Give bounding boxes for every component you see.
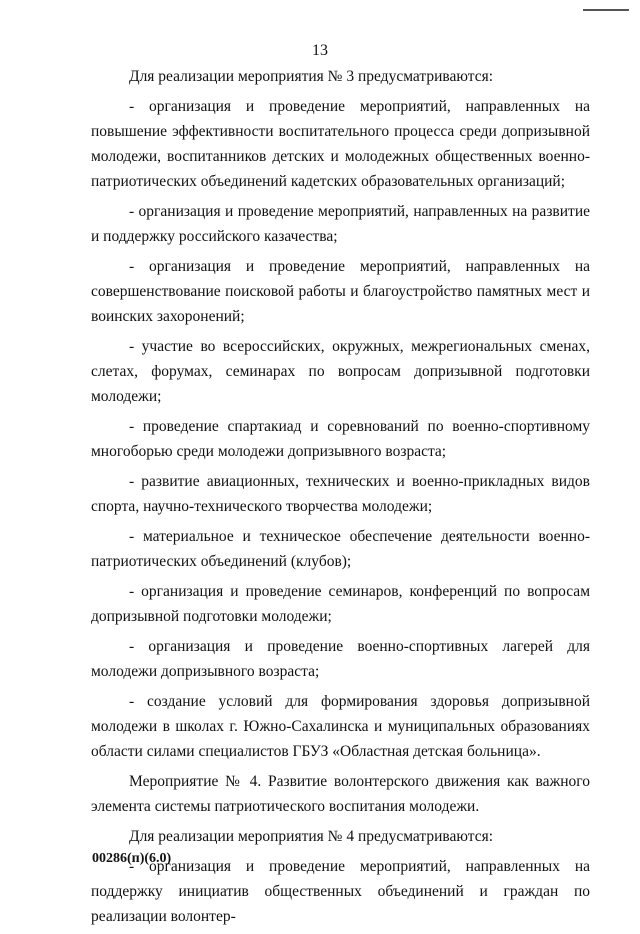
scan-mark [583, 9, 629, 11]
paragraph-item-camps: - организация и проведение военно-спортивных лагерей для молодежи допризывного возраста; [91, 638, 590, 680]
paragraph-item-aviation-sports: - развитие авиационных, технических и военно-прикладных видов спорта, научно-технического творчества молодежи; [91, 473, 590, 515]
paragraph-measure-4-intro: Для реализации мероприятия № 4 предусматриваются: [129, 828, 494, 845]
paragraph-item-seminars: - организация и проведение семинаров, конференций по вопросам допризывной подготовки молодежи; [91, 583, 590, 625]
paragraph-measure-3-intro: Для реализации мероприятия № 3 предусматриваются: [129, 68, 494, 85]
paragraph-item-health: - создание условий для формирования здоровья допризывной молодежи в школах г. Южно-Сахалинска и муниципальных образованиях области силами специалистов ГБУЗ «Областная детская больница». [91, 693, 590, 760]
paragraph-item-cossacks: - организация и проведение мероприятий, направленных на развитие и поддержку российского казачества; [91, 203, 590, 245]
paragraph-item-volunteer-initiatives: - организация и проведение мероприятий, направленных на поддержку инициатив общественных объединений и граждан по реализации волонтер- [91, 858, 590, 925]
paragraph-measure-4-title: Мероприятие № 4. Развитие волонтерского движения как важного элемента системы патриотического воспитания молодежи. [91, 773, 590, 815]
paragraph-item-spartakiad: - проведение спартакиад и соревнований по военно-спортивному многоборью среди молодежи допризывного возраста; [91, 418, 590, 460]
page-number: 13 [312, 42, 328, 59]
paragraph-item-search-work: - организация и проведение мероприятий, направленных на совершенствование поисковой работы и благоустройство памятных мест и воинских захоронений; [91, 258, 590, 325]
paragraph-item-material-support: - материальное и техническое обеспечение деятельности военно-патриотических объединений (клубов); [91, 528, 590, 570]
paragraph-item-forums: - участие во всероссийских, окружных, межрегиональных сменах, слетах, форумах, семинарах по вопросам допризывной подготовки молодежи; [91, 338, 590, 405]
document-code: 00286(п)(6.0) [92, 851, 172, 866]
paragraph-item-efficiency: - организация и проведение мероприятий, направленных на повышение эффективности воспитательного процесса среди допризывной молодежи, воспитанников детских и молодежных общественных военно-патриотических объединений кадетских образовательных организаций; [91, 98, 590, 190]
document-body [91, 64, 590, 934]
